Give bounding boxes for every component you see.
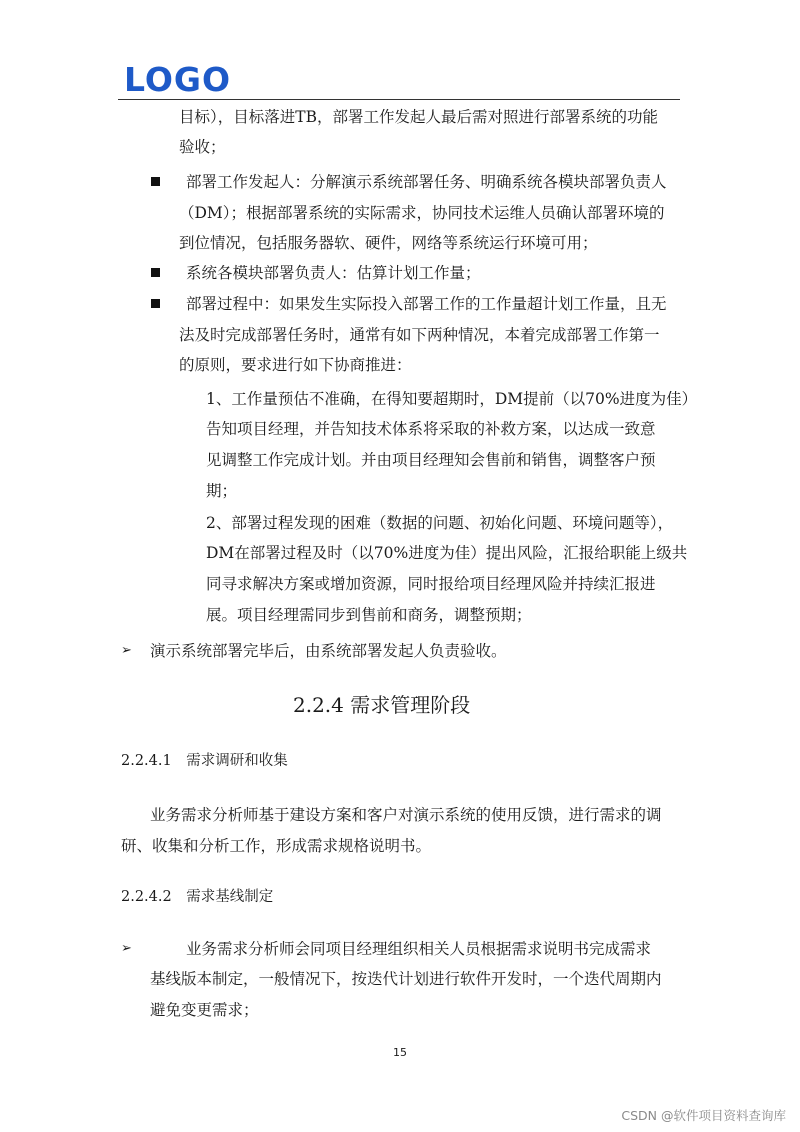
- header-rule: [118, 99, 680, 100]
- case-line: 同寻求解决方案或增加资源，同时报给项目经理风险并持续汇报进: [206, 575, 656, 593]
- body-line: 目标），目标落进TB，部署工作发起人最后需对照进行部署系统的功能: [179, 108, 658, 126]
- case-line: 展。项目经理需同步到售前和商务，调整预期；: [206, 606, 532, 624]
- bullet-line: 部署过程中：如果发生实际投入部署工作的工作量超计划工作量，且无: [186, 295, 667, 313]
- arrow-bullet-icon: ➢: [121, 941, 132, 956]
- paragraph-line: 业务需求分析师基于建设方案和客户对演示系统的使用反馈，进行需求的调: [150, 806, 662, 824]
- logo: LOGO: [124, 60, 232, 99]
- square-bullet-icon: [151, 177, 160, 186]
- section-heading: 2.2.4 需求管理阶段: [293, 693, 471, 717]
- case-line: 告知项目经理，并告知技术体系将采取的补救方案，以达成一致意: [206, 420, 656, 438]
- arrow-item: 演示系统部署完毕后，由系统部署发起人负责验收。: [150, 642, 507, 660]
- case-line: 期；: [206, 482, 238, 500]
- bullet-line: 到位情况，包括服务器软、硬件，网络等系统运行环境可用；: [179, 234, 598, 252]
- arrow-item-line: 基线版本制定，一般情况下，按迭代计划进行软件开发时，一个迭代周期内: [150, 970, 662, 988]
- case-line: 见调整工作完成计划。并由项目经理知会售前和销售，调整客户预: [206, 451, 656, 469]
- bullet-line: 法及时完成部署任务时，通常有如下两种情况，本着完成部署工作第一: [179, 326, 660, 344]
- bullet-line: 部署工作发起人：分解演示系统部署任务、明确系统各模块部署负责人: [186, 173, 667, 191]
- arrow-item-line: 业务需求分析师会同项目经理组织相关人员根据需求说明书完成需求: [186, 940, 652, 958]
- bullet-line: （DM）；根据部署系统的实际需求，协同技术运维人员确认部署环境的: [179, 204, 665, 222]
- body-line: 验收；: [179, 138, 226, 156]
- bullet-line: 的原则，要求进行如下协商推进：: [179, 356, 412, 374]
- paragraph-line: 研、收集和分析工作，形成需求规格说明书。: [121, 837, 432, 855]
- bullet-line: 系统各模块部署负责人：估算计划工作量；: [186, 264, 481, 282]
- arrow-item-line: 避免变更需求；: [150, 1001, 259, 1019]
- arrow-bullet-icon: ➢: [121, 643, 132, 658]
- watermark: CSDN @软件项目资料查询库: [621, 1108, 786, 1123]
- subsection-heading: 2.2.4.2 需求基线制定: [121, 889, 274, 905]
- case-line: 1、工作量预估不准确，在得知要超期时，DM提前（以70%进度为佳）: [206, 390, 698, 408]
- case-line: DM在部署过程及时（以70%进度为佳）提出风险，汇报给职能上级共: [206, 544, 688, 562]
- square-bullet-icon: [151, 268, 160, 277]
- page-number: 15: [393, 1046, 407, 1059]
- case-line: 2、部署过程发现的困难（数据的问题、初始化问题、环境问题等），: [206, 514, 674, 532]
- square-bullet-icon: [151, 299, 160, 308]
- subsection-heading: 2.2.4.1 需求调研和收集: [121, 753, 288, 769]
